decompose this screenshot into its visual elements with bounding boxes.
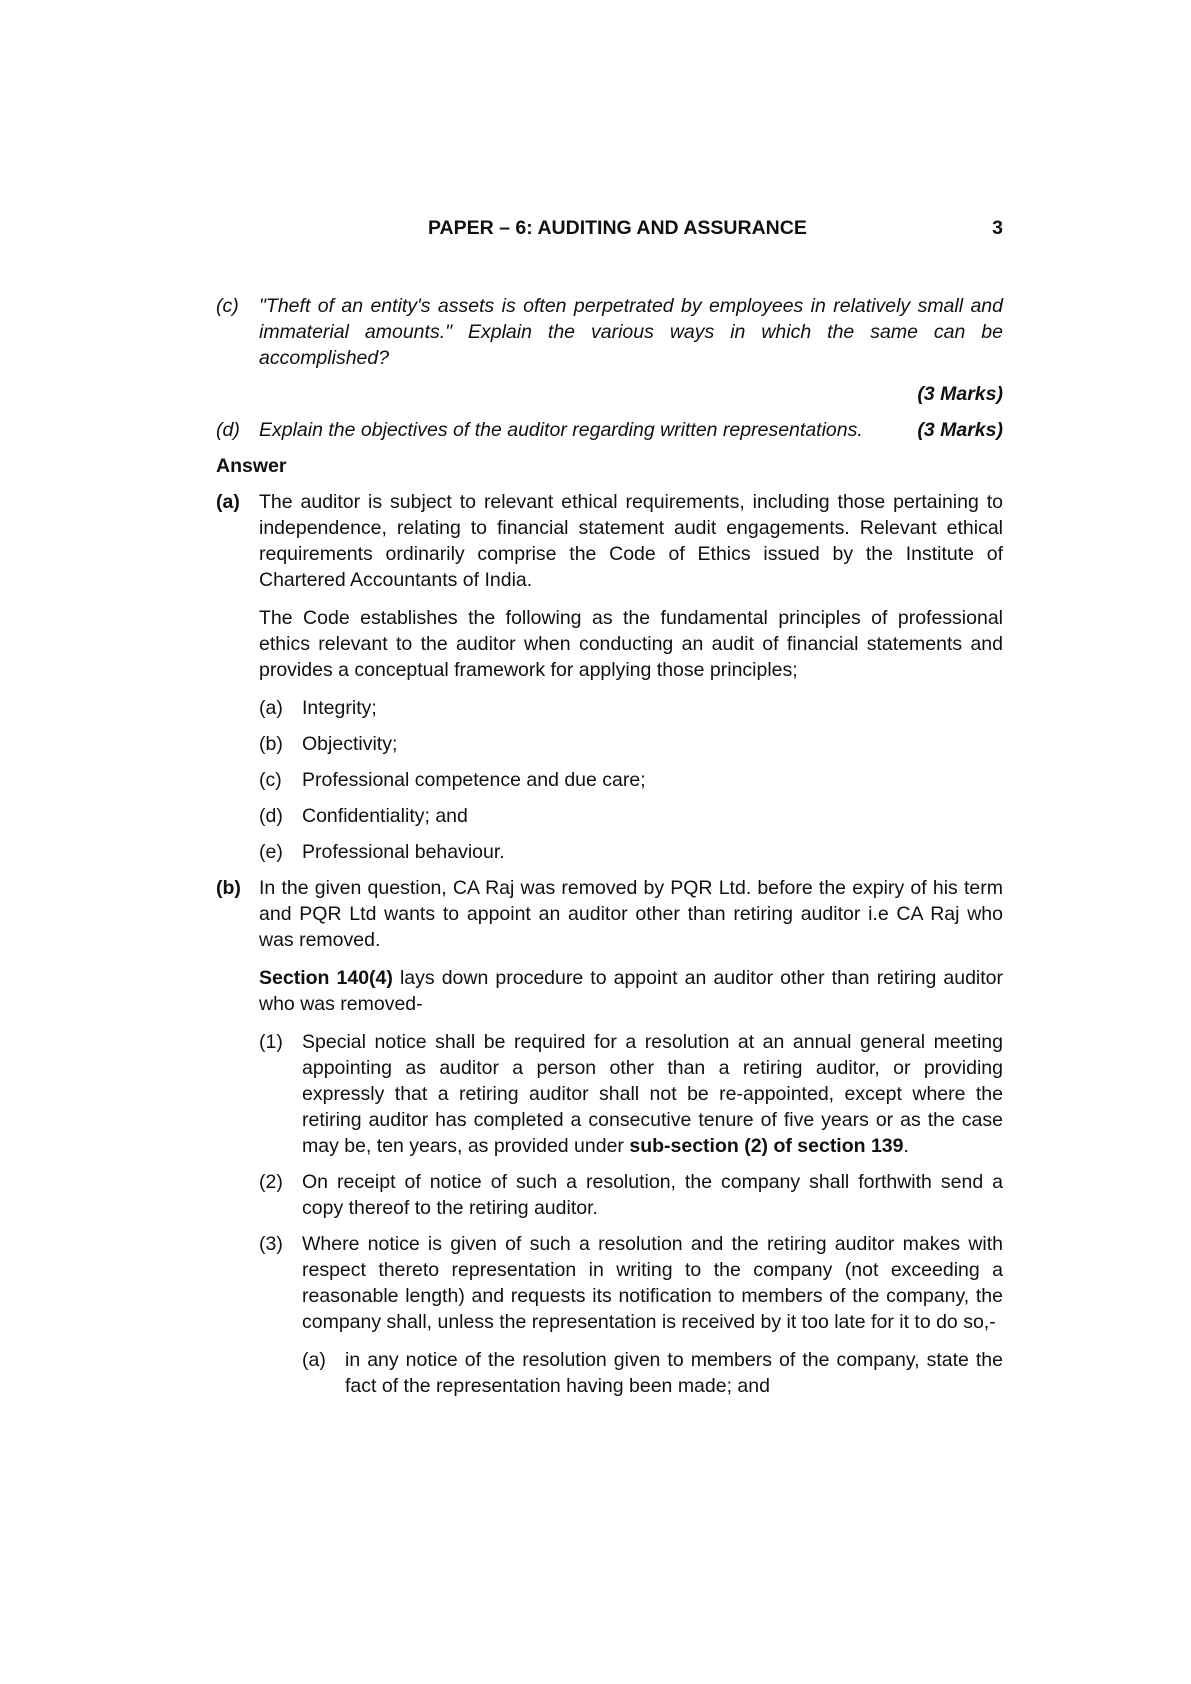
answer-b	[216, 875, 1003, 1399]
page-number: 3	[992, 217, 1003, 239]
answer-a-para2: The Code establishes the following as the fundamental principles of professional ethics relevant to the auditor when conducting an audit of financial statements and provides a conceptual framework for applying those principles;	[259, 607, 1003, 681]
point-3-text: Where notice is given of such a resolution and the retiring auditor makes with respect thereto representation in writing to the company (not exceeding a reasonable length) and requests its notification to members of the company, the company shall, unless the representation is received by it too late for it to do so,-	[302, 1233, 1003, 1333]
list-item-label: (b)	[259, 733, 283, 755]
point-3-sub-a-text: in any notice of the resolution given to members of the company, state the fact of the representation having been made; and	[345, 1349, 1003, 1397]
point-1-end: .	[903, 1135, 909, 1157]
point-3	[259, 1231, 1003, 1399]
point-3-sub-a-label: (a)	[302, 1349, 326, 1371]
point-1-body: Special notice shall be required for a resolution at an annual general meeting appointing as auditor a person other than a retiring auditor, or providing expressly that a retiring auditor shall not be re-appointed, except where the retiring auditor has completed a consecutive tenure of five years or as the case may be, ten years, as provided under	[302, 1031, 1003, 1157]
answer-b-label: (b)	[216, 877, 241, 899]
answer-b-para1: In the given question, CA Raj was removed by PQR Ltd. before the expiry of his term and PQR Ltd wants to appoint an auditor other than retiring auditor i.e CA Raj who was removed.	[259, 877, 1003, 951]
answer-a-para1: The auditor is subject to relevant ethical requirements, including those pertaining to independence, relating to financial statement audit engagements. Relevant ethical requirements ordinarily comprise the Code of Ethics issued by the Institute of Chartered Accountants of India.	[259, 491, 1003, 591]
list-item	[259, 731, 1003, 757]
question-d	[216, 417, 1003, 443]
question-c	[216, 293, 1003, 371]
answer-a	[216, 489, 1003, 865]
answer-a-label: (a)	[216, 491, 240, 513]
question-d-text: Explain the objectives of the auditor regarding written representations.	[259, 419, 863, 441]
list-item	[259, 695, 1003, 721]
list-item-text: Objectivity;	[302, 733, 398, 755]
question-d-label: (d)	[216, 419, 240, 441]
list-item	[259, 803, 1003, 829]
principles-list	[259, 695, 1003, 865]
page-header	[216, 215, 1003, 241]
point-3-label: (3)	[259, 1233, 283, 1255]
question-c-text: "Theft of an entity's assets is often perpetrated by employees in relatively small and immaterial amounts." Explain the various ways in which the same can be accomplished?	[259, 295, 1003, 369]
section-reference: Section 140(4)	[259, 967, 393, 989]
list-item-text: Professional behaviour.	[302, 841, 505, 863]
point-1-label: (1)	[259, 1031, 283, 1053]
list-item-label: (a)	[259, 697, 283, 719]
list-item-label: (c)	[259, 769, 282, 791]
point-1	[259, 1029, 1003, 1159]
list-item-text: Confidentiality; and	[302, 805, 468, 827]
point-1-reference: sub-section (2) of section 139	[629, 1135, 904, 1157]
document-page	[216, 0, 1003, 1684]
list-item	[259, 839, 1003, 865]
point-2-label: (2)	[259, 1171, 283, 1193]
question-d-marks: (3 Marks)	[917, 419, 1003, 441]
section-text: lays down procedure to appoint an auditor other than retiring auditor who was removed-	[259, 967, 1003, 1015]
point-3-sub-a	[302, 1347, 1003, 1399]
point-1-text	[302, 1029, 1003, 1159]
list-item-text: Professional competence and due care;	[302, 769, 646, 791]
question-c-label: (c)	[216, 295, 239, 317]
list-item-label: (e)	[259, 841, 283, 863]
document-body	[216, 293, 1003, 1409]
answer-b-section-para	[259, 965, 1003, 1017]
list-item-label: (d)	[259, 805, 283, 827]
point-2-text: On receipt of notice of such a resolution, the company shall forthwith send a copy thereof to the retiring auditor.	[302, 1171, 1003, 1219]
list-item-text: Integrity;	[302, 697, 377, 719]
list-item	[259, 767, 1003, 793]
paper-title: PAPER – 6: AUDITING AND ASSURANCE	[428, 217, 807, 239]
question-c-marks: (3 Marks)	[917, 383, 1003, 405]
point-2	[259, 1169, 1003, 1221]
answer-heading: Answer	[216, 455, 287, 477]
